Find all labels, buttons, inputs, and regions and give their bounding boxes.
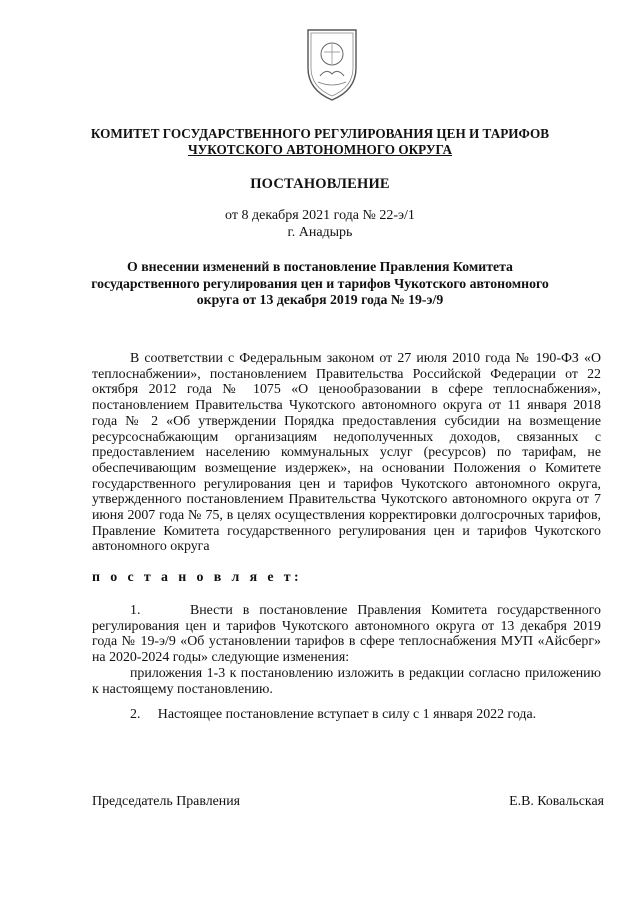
organization-header — [40, 126, 600, 157]
item-number: 1. — [130, 603, 141, 618]
city: г. Анадырь — [287, 224, 353, 240]
document-subject: О внесении изменений в постановление Правления Комитета государственного регулирования цен и тарифов Чукотского автономного округа от 13 декабря 2019 года № 19-э/9 — [91, 259, 549, 307]
organization-line-1: КОМИТЕТ ГОСУДАРСТВЕННОГО РЕГУЛИРОВАНИЯ ЦЕН И ТАРИФОВ — [90, 126, 550, 141]
date-number: от 8 декабря 2021 года № 22-э/1 — [225, 208, 415, 223]
item-text: приложения 1-3 к постановлению изложить в редакции согласно приложению к настоящему постановлению. — [92, 666, 601, 697]
decree-word: п о с т а н о в л я е т: — [92, 570, 303, 585]
list-item — [92, 707, 601, 723]
list-item — [92, 603, 601, 666]
preamble-paragraph: В соответствии с Федеральным законом от 27 июля 2010 года № 190-ФЗ «О теплоснабжении», постановлением Правительства Российской Федерации от 22 октября 2012 года № 1075 «О ценообразовании в сфере теплоснабжения», постановлением Правительства Чукотского автономного округа от 11 января 2018 года № 2 «Об утверждении Порядка предоставления субсидии на возмещение ресурсоснабжающим организациям недополученных доходов, связанных с предоставлением населению коммунальных услуг (ресурсов) по тарифам, не обеспечивающим возмещение издержек», на основании Положения о Комитете государственного регулирования цен и тарифов Чукотского автономного округа, утвержденного постановлением Правительства Чукотского автономного округа от 7 июня 2007 года № 75, в целях осуществления корректировки долгосрочных тарифов, Правление Комитета государственного регулирования цен и тарифов Чукотского автономного округа — [92, 351, 601, 555]
item-text: Внести в постановление Правления Комитета государственного регулирования цен и тарифов Чукотского автономного округа от 13 декабря 2019 года № 19-э/9 «Об установлении тарифов в сфере теплоснабжения МУП «Айсберг» на 2020-2024 годы» следующие изменения: — [92, 603, 601, 666]
item-number: 2. — [130, 707, 141, 722]
chukotka-coat-of-arms-icon — [300, 24, 364, 104]
item-text: Настоящее постановление вступает в силу с 1 января 2022 года. — [157, 707, 537, 722]
organization-line-2: ЧУКОТСКОГО АВТОНОМНОГО ОКРУГА — [187, 141, 453, 157]
signature-name: Е.В. Ковальская — [509, 794, 604, 809]
list-item — [92, 666, 601, 697]
date-number-block — [40, 208, 600, 241]
document-type: ПОСТАНОВЛЕНИЕ — [250, 176, 390, 192]
signature-position: Председатель Правления — [92, 794, 241, 809]
